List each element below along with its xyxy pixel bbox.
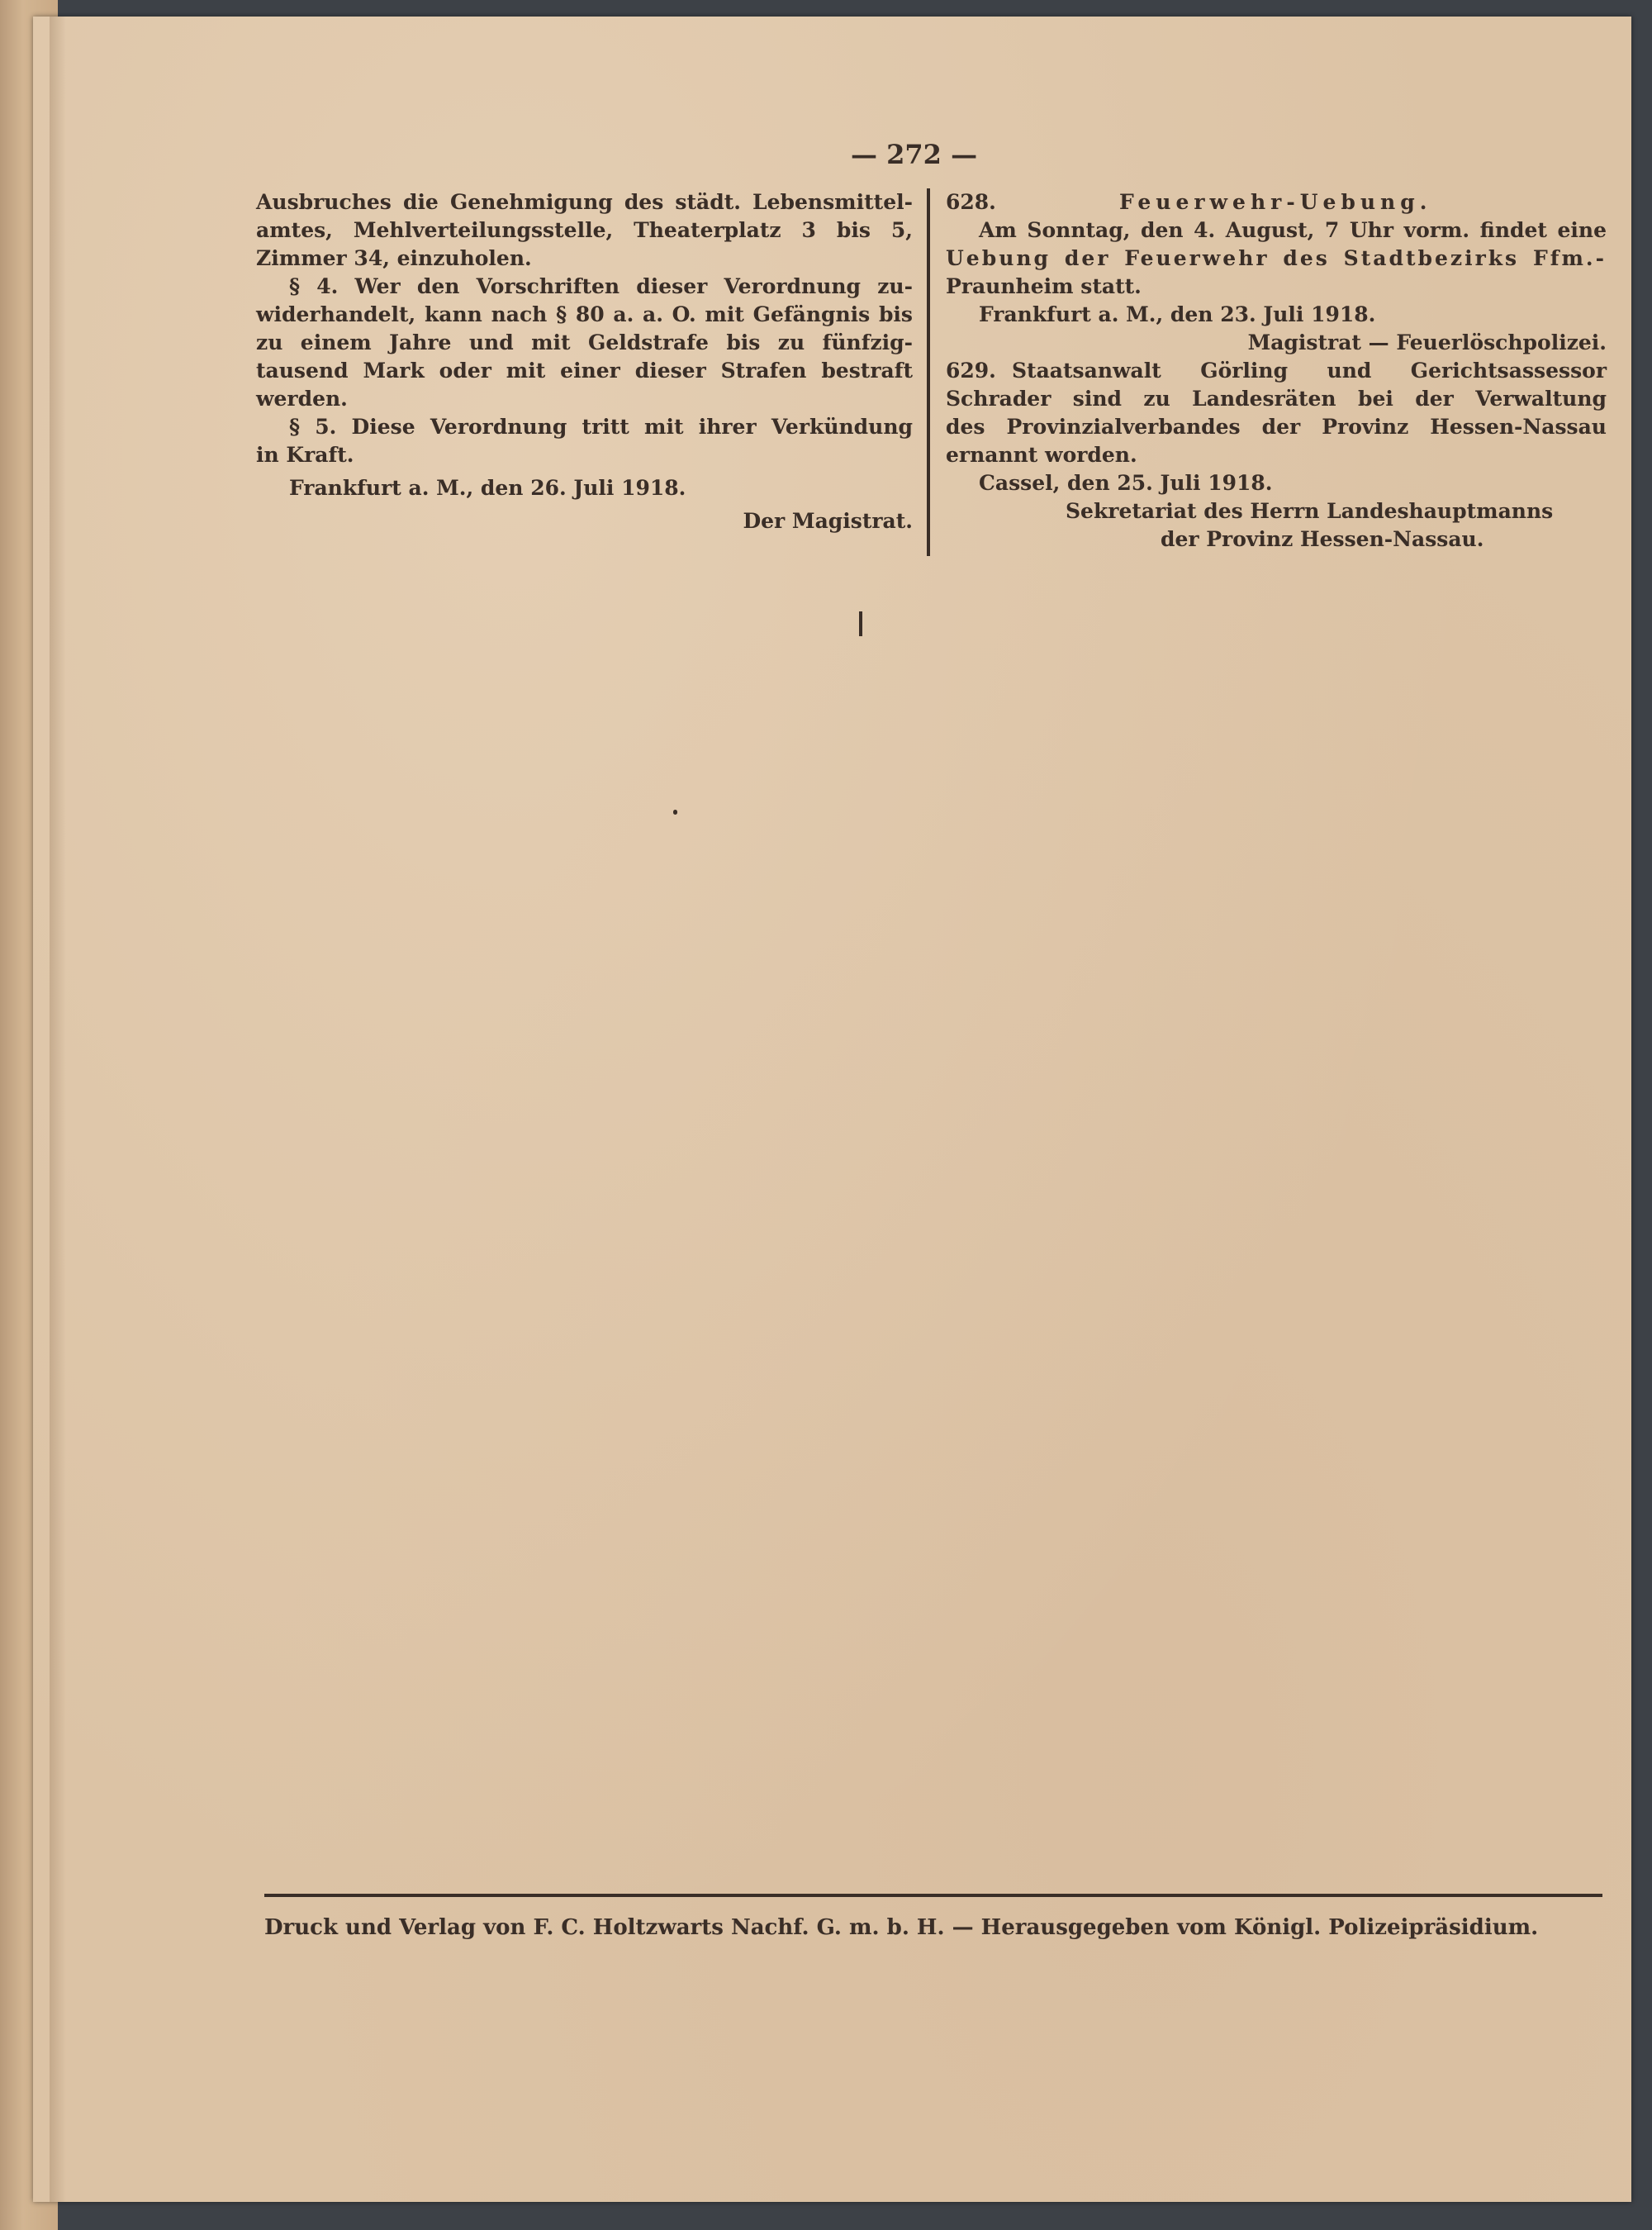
- signature-line: Sekretariat des Herrn Landeshauptmanns: [1066, 499, 1554, 523]
- text-line: werden.: [256, 387, 348, 411]
- left-column: [256, 188, 913, 535]
- text-line: Zimmer 34, einzuholen.: [256, 246, 532, 270]
- entry-629-first-line: [946, 357, 1607, 385]
- entry-number: 629.: [946, 359, 996, 383]
- text-line: in Kraft.: [256, 443, 354, 467]
- ink-mark: [859, 611, 862, 636]
- page-number: — 272 —: [851, 139, 978, 170]
- entry-number: 628.: [946, 190, 996, 214]
- signature: Magistrat — Feuerlöschpolizei.: [1247, 330, 1607, 354]
- text-line: Am Sonntag, den 4. August, 7 Uhr vorm. findet eine: [979, 218, 1607, 242]
- entry-heading: Feuerwehr-Uebung.: [1119, 190, 1432, 214]
- dateline: Frankfurt a. M., den 23. Juli 1918.: [979, 302, 1376, 326]
- text-line: des Provinzialverbandes der Provinz Hessen-Nassau: [946, 415, 1607, 439]
- text-line: § 5. Diese Verordnung tritt mit ihrer Verkündung: [289, 415, 913, 439]
- text-line: Schrader sind zu Landesräten bei der Verwaltung: [946, 387, 1607, 411]
- text-line: ernannt worden.: [946, 443, 1137, 467]
- text-line: Uebung der Feuerwehr des Stadtbezirks Ffm.-: [946, 246, 1607, 270]
- paper-edge-shadow: [50, 17, 66, 2202]
- signature: Der Magistrat.: [743, 509, 913, 533]
- text-line: § 4. Wer den Vorschriften dieser Verordnung zu-: [289, 274, 913, 298]
- text-line: Praunheim statt.: [946, 274, 1142, 298]
- dateline: Cassel, den 25. Juli 1918.: [979, 471, 1273, 495]
- text-line: tausend Mark oder mit einer dieser Strafen bestraft: [256, 359, 913, 383]
- text-line: amtes, Mehlverteilungsstelle, Theaterplatz 3 bis 5,: [256, 218, 913, 242]
- entry-628-header: [946, 188, 1607, 216]
- footer-rule: [264, 1894, 1602, 1897]
- text-line: Staatsanwalt Görling und Gerichtsassessor: [1012, 359, 1607, 383]
- text-line: widerhandelt, kann nach § 80 a. a. O. mit Gefängnis bis: [256, 302, 913, 326]
- ink-mark: [673, 810, 677, 815]
- column-divider: [927, 188, 930, 556]
- imprint-footer: Druck und Verlag von F. C. Holtzwarts Nachf. G. m. b. H. — Herausgegeben vom Königl. Polizeipräsidium.: [264, 1915, 1539, 1940]
- signature-line: der Provinz Hessen-Nassau.: [1161, 527, 1484, 551]
- text-line: Ausbruches die Genehmigung des städt. Lebensmittel-: [256, 190, 913, 214]
- right-column: [946, 188, 1607, 554]
- text-line: zu einem Jahre und mit Geldstrafe bis zu fünfzig-: [256, 330, 913, 354]
- dateline: Frankfurt a. M., den 26. Juli 1918.: [289, 476, 686, 500]
